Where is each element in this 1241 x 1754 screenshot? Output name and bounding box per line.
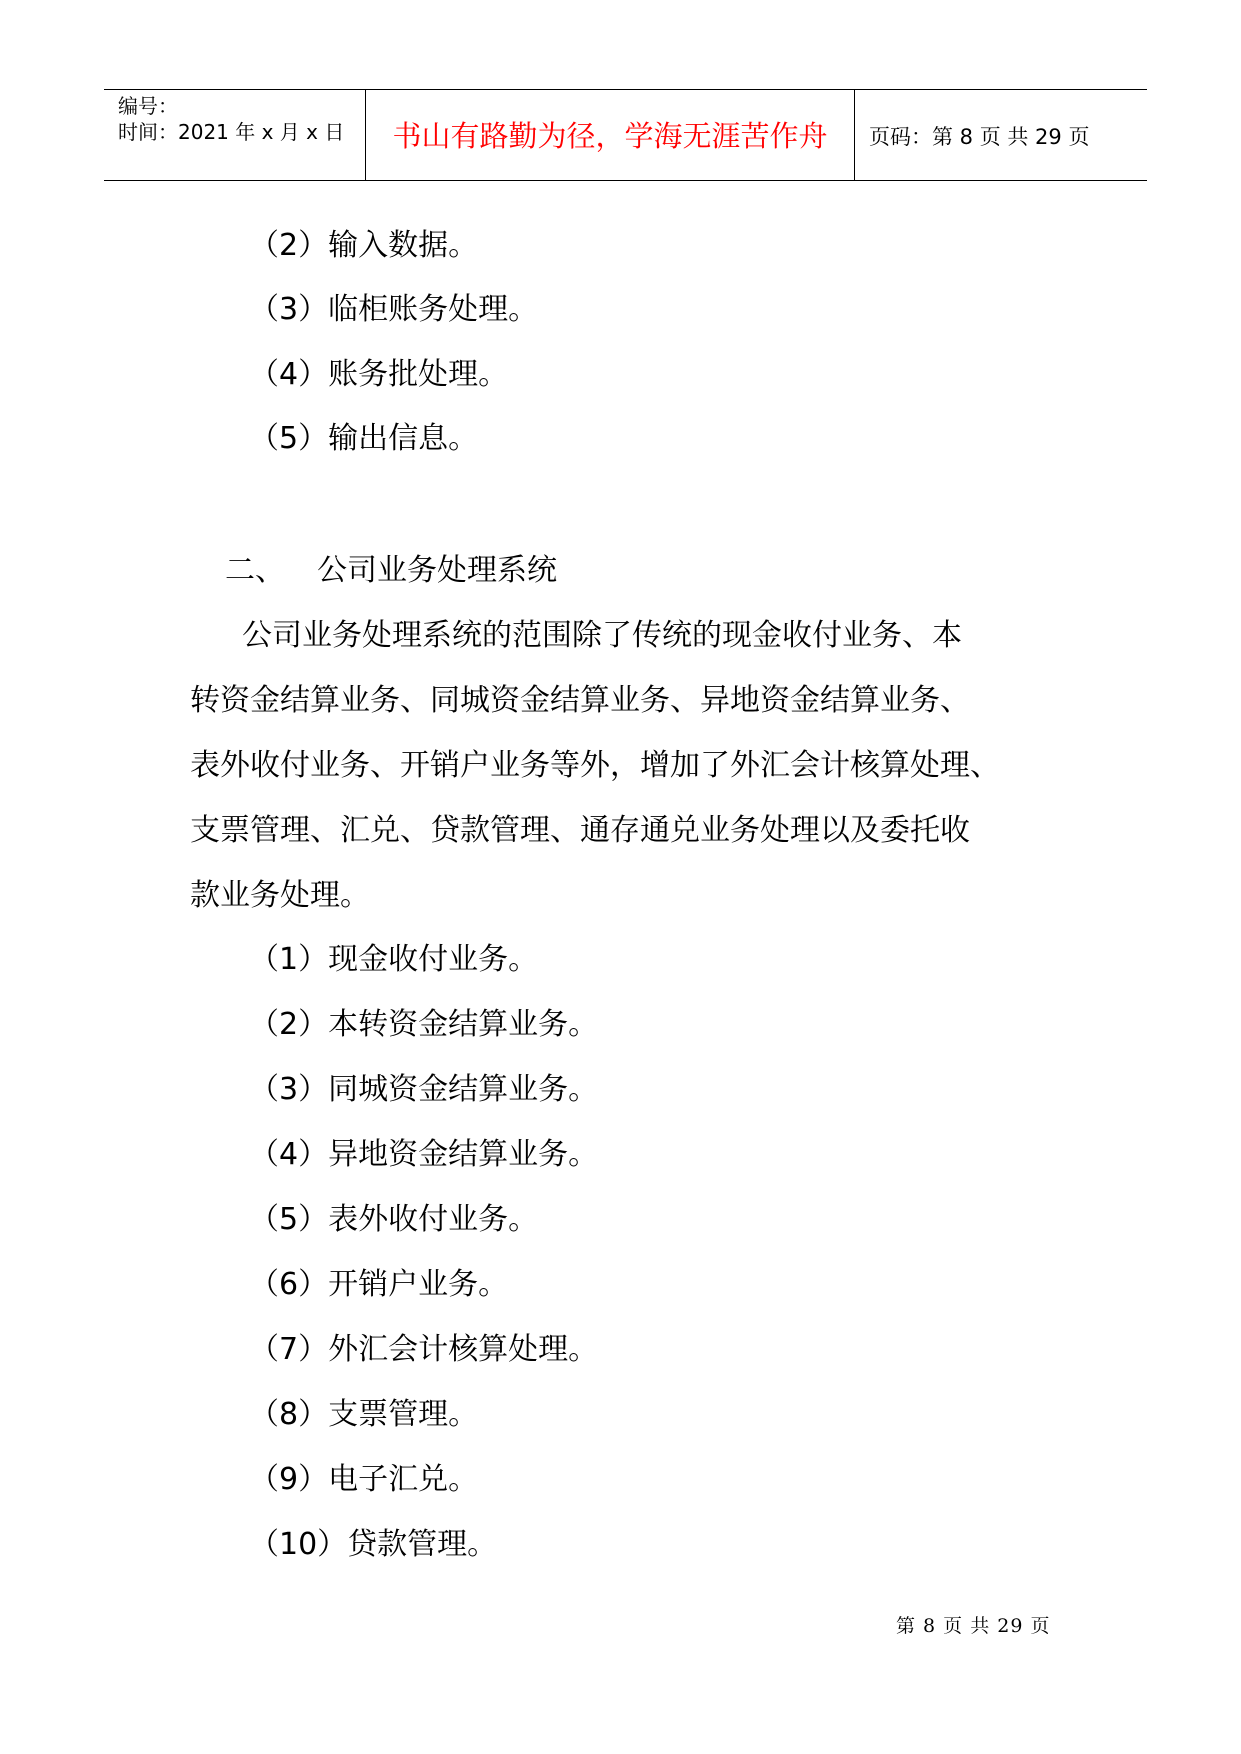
list-item: （1）现金收付业务。 <box>249 942 539 977</box>
list-item: （3）同城资金结算业务。 <box>249 1072 599 1107</box>
document-header <box>104 89 1147 181</box>
paragraph-line: 公司业务处理系统的范围除了传统的现金收付业务、本 <box>242 618 962 653</box>
paragraph-line: 款业务处理。 <box>190 878 370 913</box>
paragraph-line: 转资金结算业务、同城资金结算业务、异地资金结算业务、 <box>190 683 970 718</box>
motto: 书山有路勤为径，学海无涯苦作舟 <box>392 119 828 153</box>
list-item: （10）贷款管理。 <box>249 1527 498 1562</box>
section-title: 公司业务处理系统 <box>317 553 557 588</box>
header-meta-cell <box>104 90 366 180</box>
list-item: （5）表外收付业务。 <box>249 1202 539 1237</box>
list-item: （4）异地资金结算业务。 <box>249 1137 599 1172</box>
list-item: （2）输入数据。 <box>249 228 479 263</box>
list-item: （9）电子汇兑。 <box>249 1462 479 1497</box>
paragraph-line: 表外收付业务、开销户业务等外，增加了外汇会计核算处理、 <box>190 748 1000 783</box>
time-label: 时间：2021 年 x 月 x 日 <box>118 120 345 144</box>
list-item: （8）支票管理。 <box>249 1397 479 1432</box>
header-page-cell <box>855 90 1147 180</box>
number-label: 编号： <box>118 94 178 118</box>
list-item: （4）账务批处理。 <box>249 357 509 392</box>
header-motto-cell <box>366 90 855 180</box>
list-item: （6）开销户业务。 <box>249 1267 509 1302</box>
list-item: （2）本转资金结算业务。 <box>249 1007 599 1042</box>
section-number: 二、 <box>225 553 285 588</box>
section-heading <box>225 552 557 590</box>
list-item: （7）外汇会计核算处理。 <box>249 1332 599 1367</box>
list-item: （3）临柜账务处理。 <box>249 292 539 327</box>
page-footer: 第 8 页 共 29 页 <box>896 1615 1051 1637</box>
page-code: 页码：第 8 页 共 29 页 <box>869 125 1090 149</box>
paragraph-line: 支票管理、汇兑、贷款管理、通存通兑业务处理以及委托收 <box>190 813 970 848</box>
list-item: （5）输出信息。 <box>249 421 479 456</box>
